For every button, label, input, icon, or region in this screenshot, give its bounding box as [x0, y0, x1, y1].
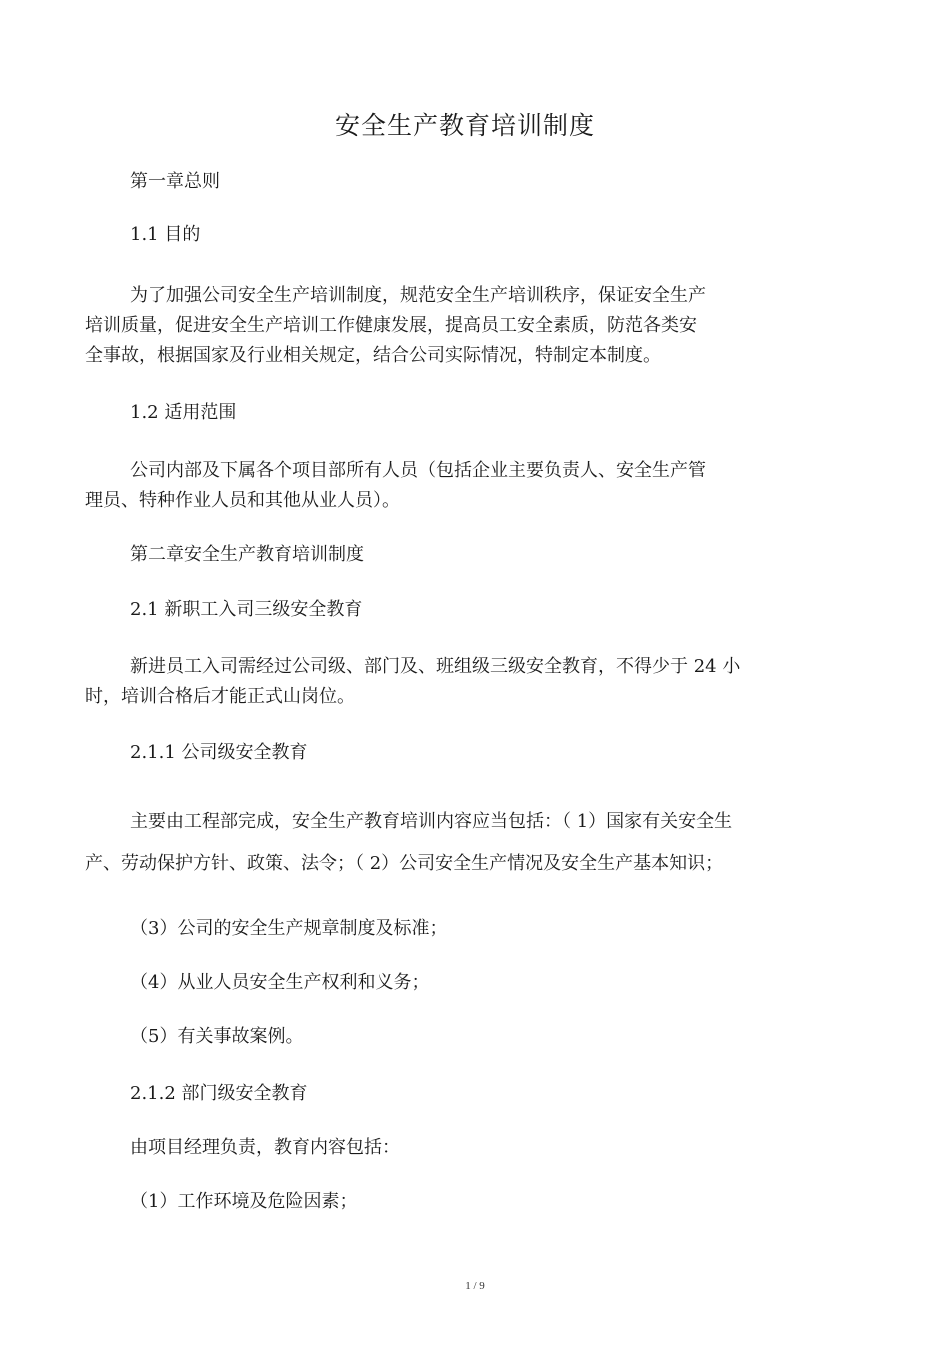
list-item: （5）有关事故案例。	[130, 1026, 304, 1047]
paragraph-line: 为了加强公司安全生产培训制度，规范安全生产培训秩序，保证安全生产	[130, 285, 706, 306]
list-item: （3）公司的安全生产规章制度及标准；	[130, 918, 448, 939]
section-heading: 1.2 适用范围	[130, 402, 237, 423]
page-number: 1 / 9	[465, 1280, 485, 1292]
section-heading: 2.1 新职工入司三级安全教育	[130, 599, 363, 620]
paragraph-line: 产、劳动保护方针、政策、法令；（ 2）公司安全生产情况及安全生产基本知识；	[85, 853, 724, 874]
paragraph-line: 主要由工程部完成，安全生产教育培训内容应当包括：（ 1）国家有关安全生	[130, 811, 733, 832]
list-item: （1）工作环境及危险因素；	[130, 1191, 358, 1212]
paragraph-line: 培训质量，促进安全生产培训工作健康发展，提高员工安全素质，防范各类安	[85, 315, 697, 336]
chapter-heading: 第二章安全生产教育培训制度	[130, 544, 364, 565]
paragraph-department-level: 由项目经理负责，教育内容包括：	[130, 1137, 400, 1158]
paragraph-line: 全事故，根据国家及行业相关规定，结合公司实际情况，特制定本制度。	[85, 345, 661, 366]
paragraph-three-level-education	[0, 652, 740, 712]
paragraph-purpose	[0, 281, 706, 371]
section-heading: 1.1 目的	[130, 224, 201, 245]
document-title: 安全生产教育培训制度	[334, 111, 595, 140]
subsection-heading: 2.1.1 公司级安全教育	[130, 742, 308, 763]
list-item: （4）从业人员安全生产权利和义务；	[130, 972, 430, 993]
chapter-heading: 第一章总则	[130, 171, 220, 192]
subsection-heading: 2.1.2 部门级安全教育	[130, 1083, 308, 1104]
paragraph-scope	[0, 456, 706, 516]
paragraph-line: 时，培训合格后才能正式山岗位。	[85, 686, 355, 707]
paragraph-line: 新进员工入司需经过公司级、部门及、班组级三级安全教育，不得少于 24 小	[130, 656, 741, 677]
paragraph-line: 理员、特种作业人员和其他从业人员）。	[85, 490, 400, 511]
paragraph-company-level	[0, 801, 732, 885]
paragraph-line: 公司内部及下属各个项目部所有人员（包括企业主要负责人、安全生产管	[130, 460, 706, 481]
